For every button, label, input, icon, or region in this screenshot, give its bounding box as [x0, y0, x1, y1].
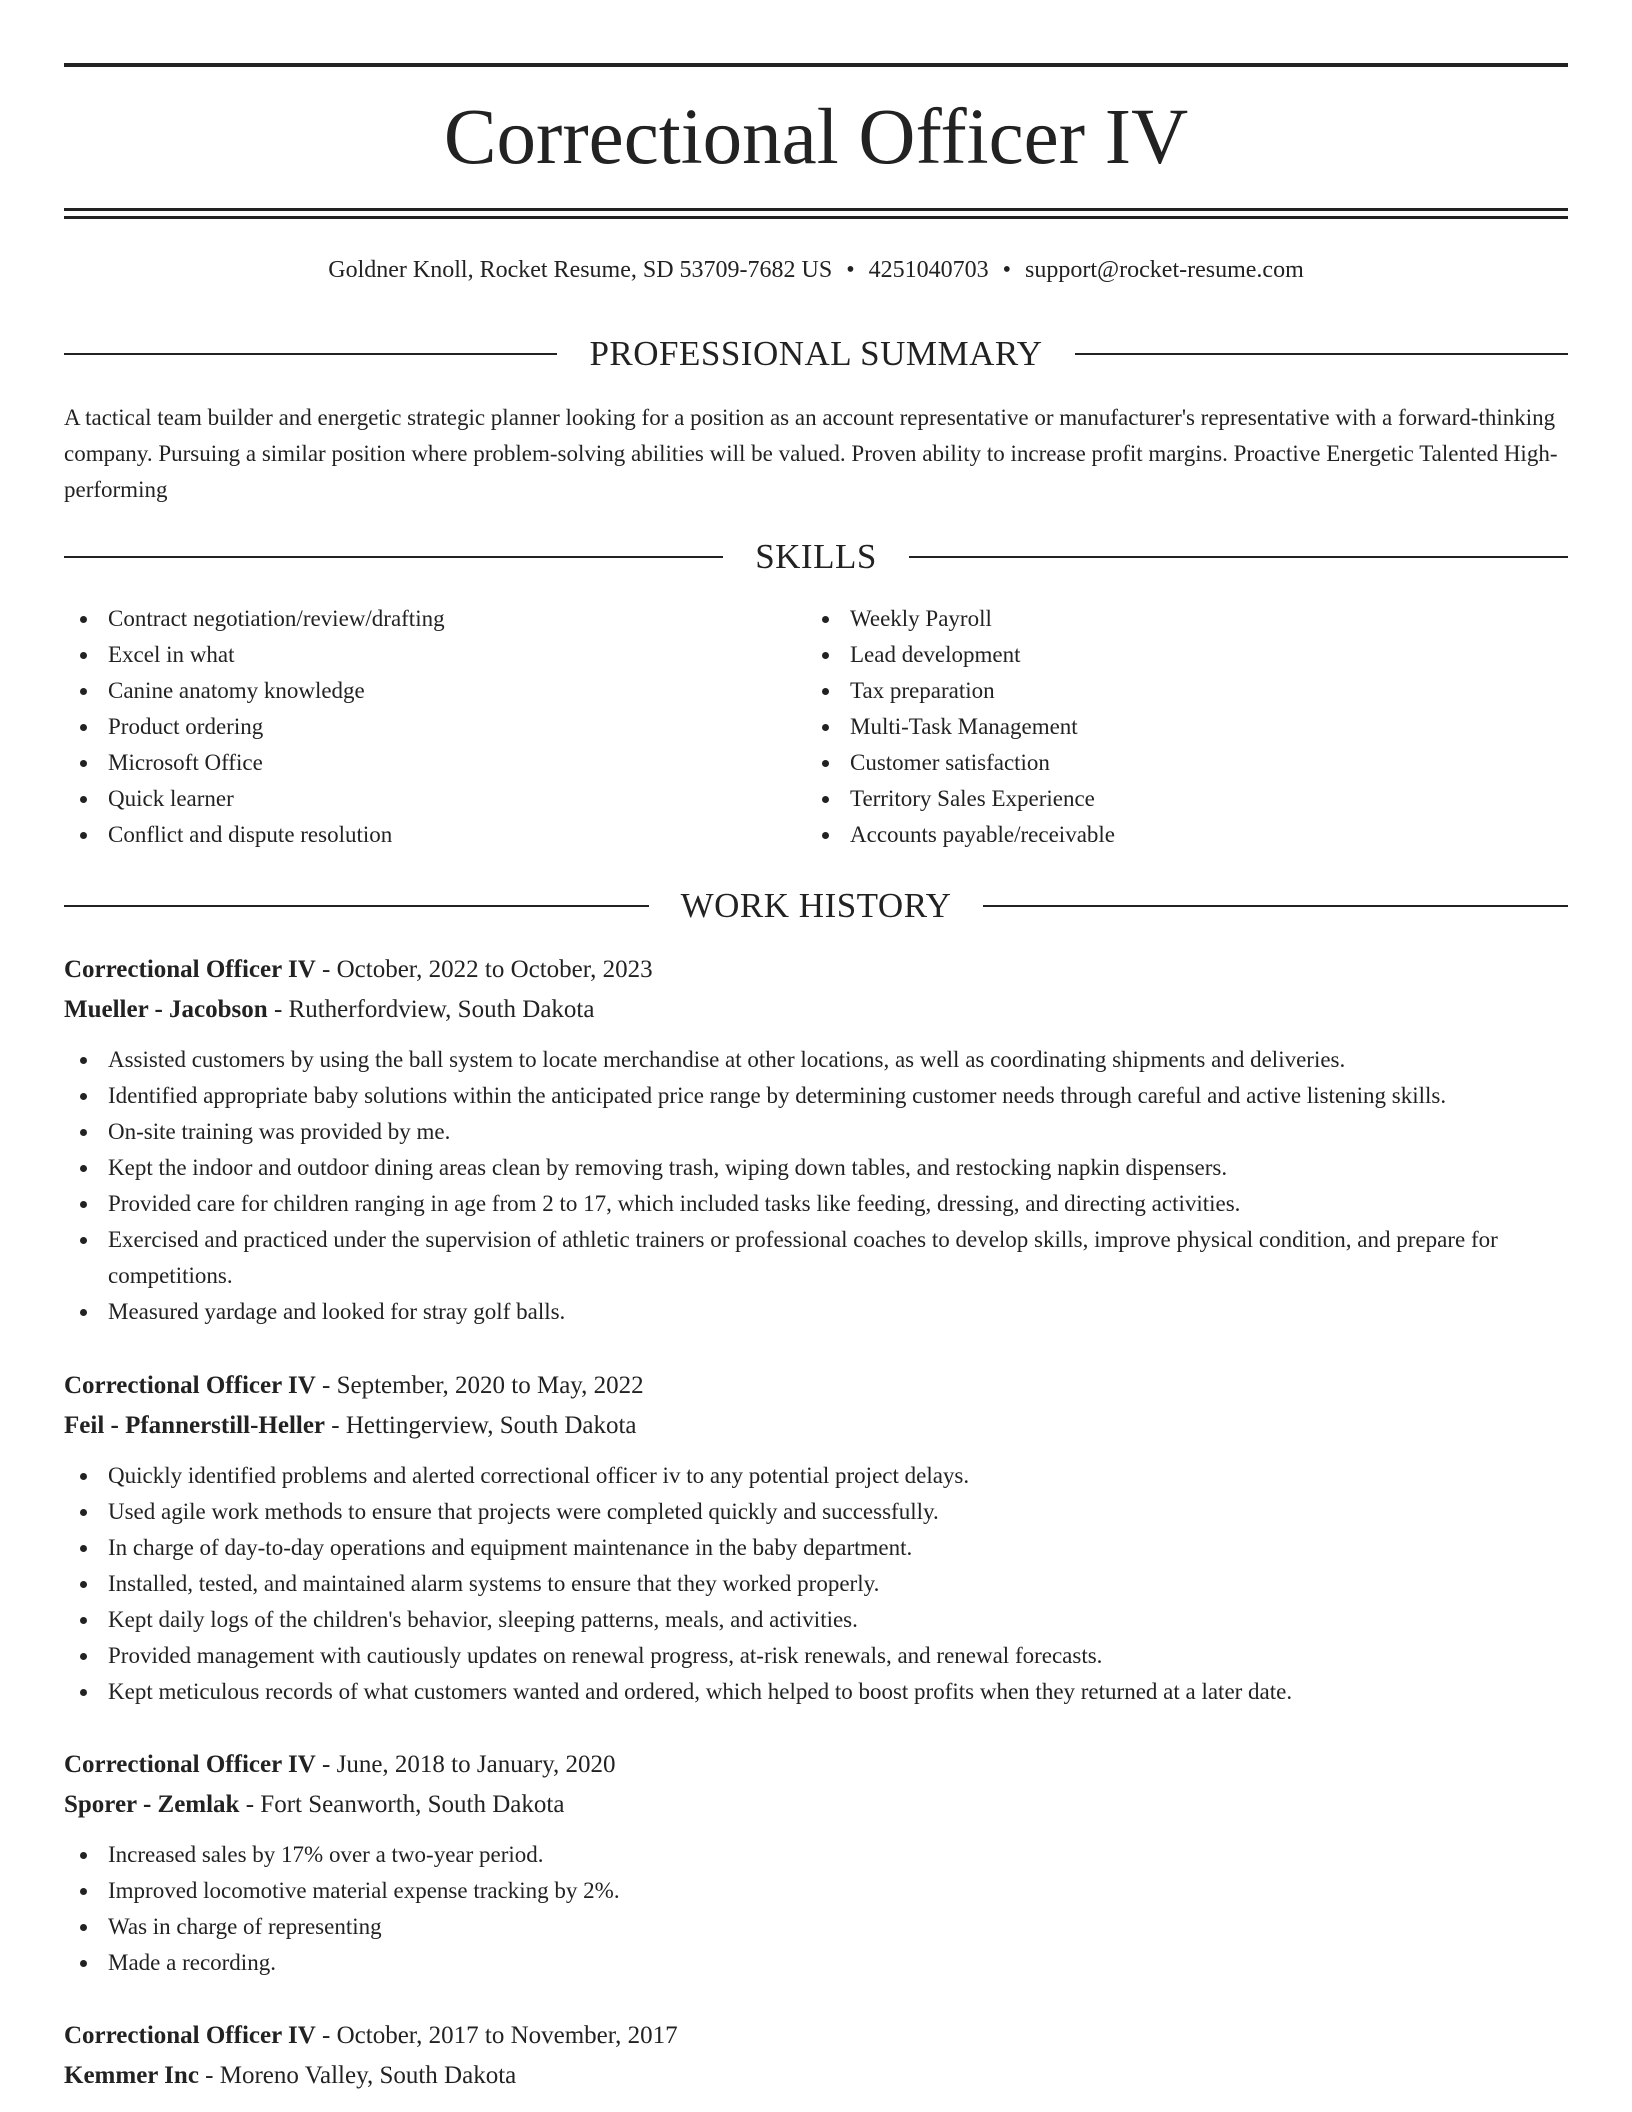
resume-name: Correctional Officer IV [443, 94, 1189, 181]
job-bullet: Was in charge of representing [64, 1909, 1568, 1945]
job-bullet: Provided management with cautiously updates on renewal progress, at-risk renewals, and renewal forecasts. [64, 1638, 1568, 1674]
divider [1075, 353, 1568, 355]
job-company: Feil - Pfannerstill-Heller [64, 1412, 326, 1439]
job-title: Correctional Officer IV [64, 1751, 316, 1778]
skills-list-right [806, 601, 1546, 853]
skill-item: Customer satisfaction [806, 745, 1546, 781]
job-bullet: Made a recording. [64, 1945, 1568, 1981]
job-bullet: Kept meticulous records of what customers wanted and ordered, which helped to boost profits when they returned at a later date. [64, 1674, 1568, 1710]
skill-item: Tax preparation [806, 673, 1546, 709]
skill-item: Canine anatomy knowledge [64, 673, 804, 709]
job-dates: - June, 2018 to January, 2020 [315, 1751, 616, 1778]
job-company: Kemmer Inc [64, 2062, 199, 2089]
divider [64, 556, 723, 558]
job-title-line [64, 950, 1568, 990]
job-bullet: On-site training was provided by me. [64, 1114, 1568, 1150]
job-entry [64, 950, 1568, 1330]
skill-item: Accounts payable/receivable [806, 817, 1546, 853]
job-title: Correctional Officer IV [64, 1372, 316, 1399]
header-bottom-rule [64, 208, 1568, 211]
job-bullet: Provided care for children ranging in age from 2 to 17, which included tasks like feeding, dressing, and directing activities. [64, 1186, 1568, 1222]
job-company: Mueller - Jacobson [64, 996, 268, 1023]
job-location: - Fort Seanworth, South Dakota [239, 1791, 565, 1818]
job-company-line [64, 2056, 1568, 2096]
summary-text: A tactical team builder and energetic strategic planner looking for a position as an account representative or manufacturer's representative with a forward-thinking company. Pursuing a similar position where problem-solving abilities will be valued. Proven ability to increase profit margins. Proactive Energetic Talented High-performing [64, 405, 1558, 502]
job-title-line [64, 1745, 1568, 1785]
job-bullet: Measured yardage and looked for stray golf balls. [64, 1294, 1568, 1330]
divider [909, 556, 1568, 558]
contact-email: support@rocket-resume.com [1025, 257, 1304, 283]
job-bullet: Used agile work methods to ensure that projects were completed quickly and successfully. [64, 1494, 1568, 1530]
job-bullet: Assisted customers by using the ball system to locate merchandise at other locations, as well as coordinating shipments and deliveries. [64, 1042, 1568, 1078]
contact-address: Goldner Knoll, Rocket Resume, SD 53709-7682 US [328, 257, 833, 283]
job-company: Sporer - Zemlak [64, 1791, 240, 1818]
job-entry [64, 2016, 1568, 2096]
job-bullets [64, 1042, 1568, 1330]
job-bullet: Kept daily logs of the children's behavior, sleeping patterns, meals, and activities. [64, 1602, 1568, 1638]
contact-separator: • [1002, 257, 1012, 283]
job-title-line [64, 1366, 1568, 1406]
skill-item: Product ordering [64, 709, 804, 745]
header-bottom-rule-second [64, 216, 1568, 219]
skill-item: Territory Sales Experience [806, 781, 1546, 817]
job-entry [64, 1366, 1568, 1710]
job-title: Correctional Officer IV [64, 2022, 316, 2049]
job-bullet: Identified appropriate baby solutions within the anticipated price range by determining customer needs through careful and active listening skills. [64, 1078, 1568, 1114]
header-top-rule [64, 63, 1568, 67]
job-dates: - October, 2022 to October, 2023 [315, 956, 653, 983]
divider [64, 905, 649, 907]
job-bullet: Improved locomotive material expense tracking by 2%. [64, 1873, 1568, 1909]
skill-item: Contract negotiation/review/drafting [64, 601, 804, 637]
job-title: Correctional Officer IV [64, 956, 316, 983]
job-bullets [64, 1837, 1568, 1981]
skill-item: Excel in what [64, 637, 804, 673]
job-bullet: Installed, tested, and maintained alarm systems to ensure that they worked properly. [64, 1566, 1568, 1602]
job-bullet: In charge of day-to-day operations and equipment maintenance in the baby department. [64, 1530, 1568, 1566]
job-bullet: Exercised and practiced under the supervision of athletic trainers or professional coaches to develop skills, improve physical condition, and prepare for competitions. [64, 1222, 1568, 1294]
skill-item: Quick learner [64, 781, 804, 817]
job-location: - Moreno Valley, South Dakota [198, 2062, 517, 2089]
skill-item: Microsoft Office [64, 745, 804, 781]
job-location: - Hettingerview, South Dakota [325, 1412, 637, 1439]
job-dates: - October, 2017 to November, 2017 [315, 2022, 678, 2049]
job-entry [64, 1745, 1568, 1981]
job-dates: - September, 2020 to May, 2022 [315, 1372, 644, 1399]
contact-phone: 4251040703 [868, 257, 989, 283]
section-heading-skills [64, 535, 1568, 579]
job-bullet: Quickly identified problems and alerted correctional officer iv to any potential project delays. [64, 1458, 1568, 1494]
divider [983, 905, 1568, 907]
section-title: WORK HISTORY [680, 886, 952, 925]
divider [64, 353, 557, 355]
job-bullets [64, 1458, 1568, 1710]
skill-item: Lead development [806, 637, 1546, 673]
skills-list-left [64, 601, 804, 853]
contact-separator: • [846, 257, 855, 283]
section-heading-work-history [64, 884, 1568, 928]
skill-item: Conflict and dispute resolution [64, 817, 804, 853]
job-company-line [64, 1406, 1568, 1446]
section-heading-summary [64, 332, 1568, 376]
job-bullet: Kept the indoor and outdoor dining areas clean by removing trash, wiping down tables, and restocking napkin dispensers. [64, 1150, 1568, 1186]
contact-line [64, 253, 1568, 287]
job-company-line [64, 990, 1568, 1030]
job-location: - Rutherfordview, South Dakota [267, 996, 595, 1023]
job-company-line [64, 1785, 1568, 1825]
section-title: SKILLS [755, 537, 877, 576]
skill-item: Weekly Payroll [806, 601, 1546, 637]
job-title-line [64, 2016, 1568, 2056]
section-title: PROFESSIONAL SUMMARY [589, 334, 1043, 373]
skill-item: Multi-Task Management [806, 709, 1546, 745]
job-bullet: Increased sales by 17% over a two-year period. [64, 1837, 1568, 1873]
